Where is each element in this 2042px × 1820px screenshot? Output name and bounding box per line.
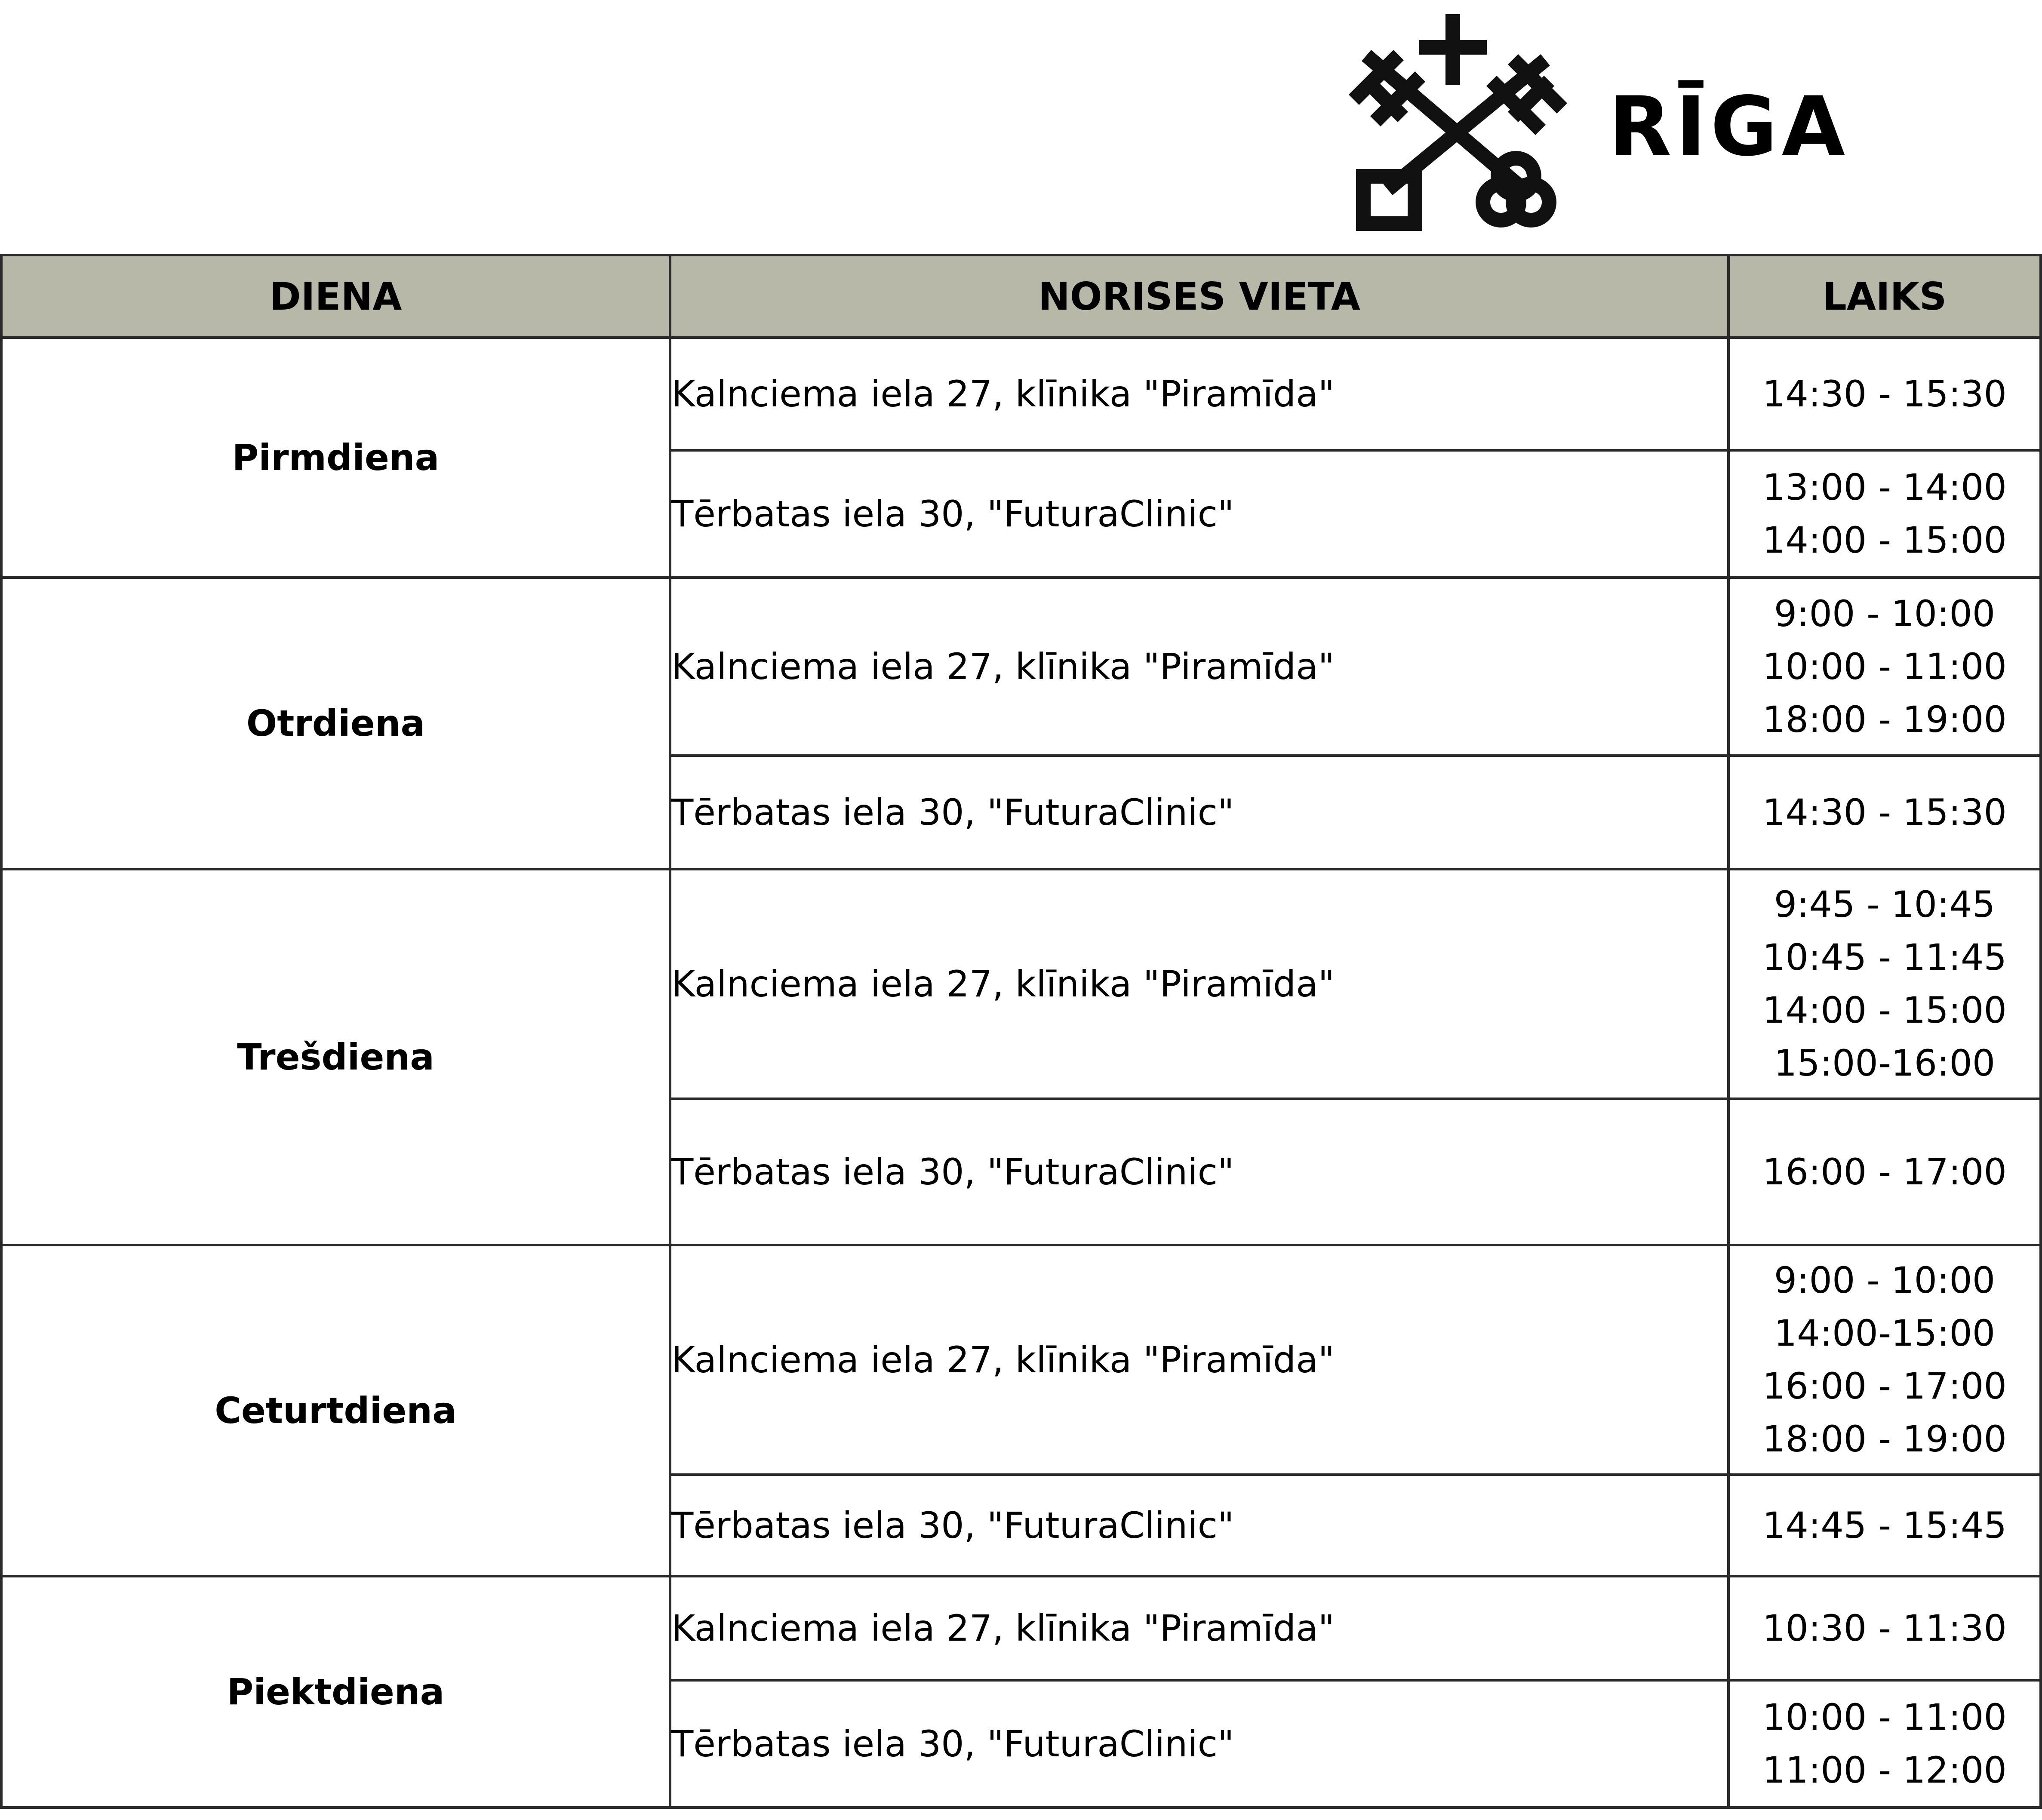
day-cell: Trešdiena: [1, 869, 670, 1245]
header-row: [1, 255, 2041, 338]
place-cell: Kalnciema iela 27, klīnika "Piramīda": [670, 338, 1728, 450]
place-cell: Tērbatas iela 30, "FuturaClinic": [670, 756, 1728, 869]
place-cell: Tērbatas iela 30, "FuturaClinic": [670, 450, 1728, 578]
time-cell: [1728, 1245, 2041, 1475]
time-slot: 14:00 - 15:00: [1762, 519, 2007, 561]
time-cell: [1728, 450, 2041, 578]
time-slot: 18:00 - 19:00: [1762, 1418, 2007, 1460]
header-day: DIENA: [1, 255, 670, 338]
time-cell: [1728, 338, 2041, 450]
place-cell: Kalnciema iela 27, klīnika "Piramīda": [670, 869, 1728, 1099]
time-slot: 13:00 - 14:00: [1762, 466, 2007, 508]
time-slot: 14:00 - 15:00: [1762, 989, 2007, 1031]
header-time: LAIKS: [1728, 255, 2041, 338]
place-cell: Kalnciema iela 27, klīnika "Piramīda": [670, 578, 1728, 756]
table-row: [1, 1576, 2041, 1680]
place-cell: Kalnciema iela 27, klīnika "Piramīda": [670, 1245, 1728, 1475]
time-slot: 14:00-15:00: [1774, 1312, 1996, 1354]
day-cell: Otrdiena: [1, 578, 670, 869]
time-slot: 10:30 - 11:30: [1762, 1607, 2007, 1649]
time-cell: [1728, 1680, 2041, 1808]
day-cell: Piektdiena: [1, 1576, 670, 1808]
time-slot: 9:00 - 10:00: [1774, 592, 1996, 635]
place-cell: Tērbatas iela 30, "FuturaClinic": [670, 1475, 1728, 1576]
riga-wordmark: RĪGA: [1608, 79, 1849, 174]
time-cell: [1728, 869, 2041, 1099]
riga-logo: [1342, 13, 1849, 237]
time-slot: 10:00 - 11:00: [1762, 1696, 2007, 1738]
time-slot: 9:00 - 10:00: [1774, 1259, 1996, 1301]
table-row: [1, 338, 2041, 450]
time-slot: 10:00 - 11:00: [1762, 645, 2007, 688]
time-cell: [1728, 756, 2041, 869]
day-cell: Pirmdiena: [1, 338, 670, 578]
table-row: [1, 869, 2041, 1099]
place-cell: Tērbatas iela 30, "FuturaClinic": [670, 1680, 1728, 1808]
time-slot: 10:45 - 11:45: [1762, 936, 2007, 978]
time-slot: 15:00-16:00: [1774, 1042, 1996, 1084]
day-cell: Ceturtdiena: [1, 1245, 670, 1576]
time-slot: 11:00 - 12:00: [1762, 1749, 2007, 1791]
time-slot: 16:00 - 17:00: [1762, 1365, 2007, 1407]
time-slot: 18:00 - 19:00: [1762, 698, 2007, 741]
place-cell: Tērbatas iela 30, "FuturaClinic": [670, 1099, 1728, 1245]
table-row: [1, 578, 2041, 756]
schedule-table: [0, 254, 2042, 1809]
time-cell: [1728, 578, 2041, 756]
time-slot: 14:30 - 15:30: [1762, 791, 2007, 833]
time-slot: 14:45 - 15:45: [1762, 1504, 2007, 1546]
place-cell: Kalnciema iela 27, klīnika "Piramīda": [670, 1576, 1728, 1680]
time-slot: 9:45 - 10:45: [1774, 883, 1996, 925]
header-place: NORISES VIETA: [670, 255, 1728, 338]
time-slot: 14:30 - 15:30: [1762, 372, 2007, 415]
time-cell: [1728, 1475, 2041, 1576]
time-cell: [1728, 1099, 2041, 1245]
riga-crossed-keys-icon: [1342, 13, 1574, 237]
time-slot: 16:00 - 17:00: [1762, 1150, 2007, 1193]
table-row: [1, 1245, 2041, 1475]
time-cell: [1728, 1576, 2041, 1680]
